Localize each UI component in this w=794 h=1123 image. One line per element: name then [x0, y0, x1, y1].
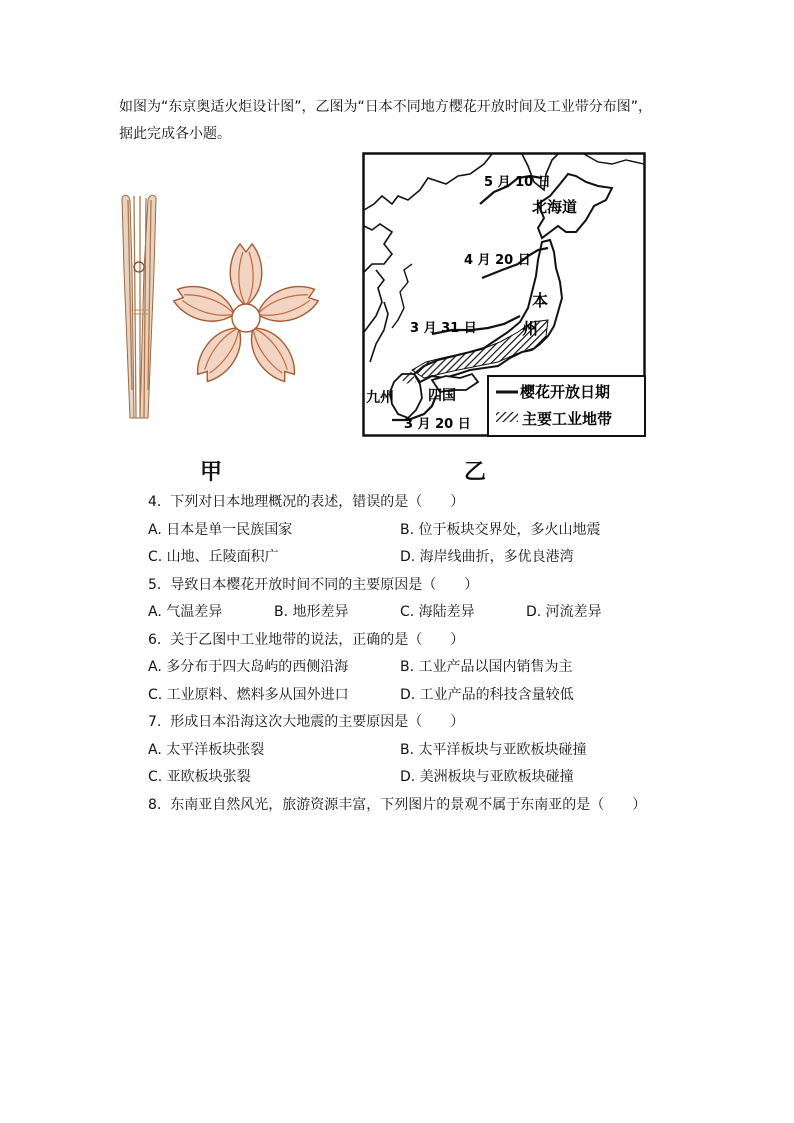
question-8	[148, 796, 646, 814]
intro-line-2: 据此完成各小题。	[119, 126, 231, 142]
option-4c[interactable]: C. 山地、丘陵面积广	[148, 549, 279, 565]
option-7c[interactable]: C. 亚欧板块张裂	[148, 769, 251, 785]
question-number: 4.	[148, 494, 162, 510]
question-number: 6.	[148, 632, 162, 648]
option-4a[interactable]: A. 日本是单一民族国家	[148, 522, 293, 538]
japan-map	[362, 152, 646, 438]
question-4	[148, 493, 464, 511]
legend-hatch-label: 主要工业地带	[522, 410, 613, 428]
intro-line-1: 如图为“东京奥适火炬设计图”，乙图为“日本不同地方樱花开放时间及工业带分布图”，	[119, 99, 653, 115]
date-may10-label: 5 月 10 日	[484, 175, 551, 190]
kyushu-label: 九州	[366, 390, 394, 406]
option-6c[interactable]: C. 工业原料、燃料多从国外进口	[148, 687, 349, 703]
option-5d[interactable]: D. 河流差异	[526, 604, 602, 620]
torch-figure	[118, 190, 328, 425]
legend-line-label: 樱花开放日期	[520, 383, 611, 401]
question-number: 8.	[148, 797, 162, 813]
hokkaido-label: 北海道	[532, 198, 578, 216]
option-4b[interactable]: B. 位于板块交界处，多火山地震	[400, 522, 601, 538]
question-text: 导致日本樱花开放时间不同的主要原因是（ ）	[170, 577, 479, 593]
honshu-label-1: 本	[532, 291, 549, 310]
option-5a[interactable]: A. 气温差异	[148, 604, 223, 620]
option-6d[interactable]: D. 工业产品的科技含量较低	[400, 687, 574, 703]
date-apr20-label: 4 月 20 日	[464, 253, 531, 268]
question-text: 形成日本沿海这次大地震的主要原因是（ ）	[170, 714, 465, 730]
option-6a[interactable]: A. 多分布于四大岛屿的西侧沿海	[148, 659, 349, 675]
sakura-flower-icon	[171, 244, 321, 387]
legend-hatch-icon	[496, 412, 518, 422]
option-5c[interactable]: C. 海陆差异	[400, 604, 475, 620]
intro-paragraph	[119, 94, 699, 148]
honshu-label-2: 州	[522, 319, 539, 338]
question-number: 5.	[148, 577, 162, 593]
question-text: 关于乙图中工业地带的说法，正确的是（ ）	[170, 632, 465, 648]
option-6b[interactable]: B. 工业产品以国内销售为主	[400, 659, 573, 675]
date-mar20-label: 3 月 20 日	[404, 417, 471, 432]
question-number: 7.	[148, 714, 162, 730]
question-6	[148, 631, 464, 649]
question-5	[148, 576, 478, 594]
figure-yi-caption: 乙	[464, 460, 487, 485]
map-legend	[488, 376, 645, 436]
option-7b[interactable]: B. 太平洋板块与亚欧板块碰撞	[400, 742, 587, 758]
question-text: 下列对日本地理概况的表述，错误的是（ ）	[170, 494, 465, 510]
option-7a[interactable]: A. 太平洋板块张裂	[148, 742, 265, 758]
figure-jia-caption: 甲	[200, 460, 223, 485]
question-text: 东南亚自然风光，旅游资源丰富，下列图片的景观不属于东南亚的是（ ）	[170, 797, 647, 813]
torch-icon	[122, 195, 156, 418]
shikoku-label: 四国	[428, 388, 456, 404]
date-mar31-label: 3 月 31 日	[410, 321, 477, 336]
question-7	[148, 713, 464, 731]
option-4d[interactable]: D. 海岸线曲折，多优良港湾	[400, 549, 574, 565]
option-5b[interactable]: B. 地形差异	[274, 604, 349, 620]
option-7d[interactable]: D. 美洲板块与亚欧板块碰撞	[400, 769, 574, 785]
